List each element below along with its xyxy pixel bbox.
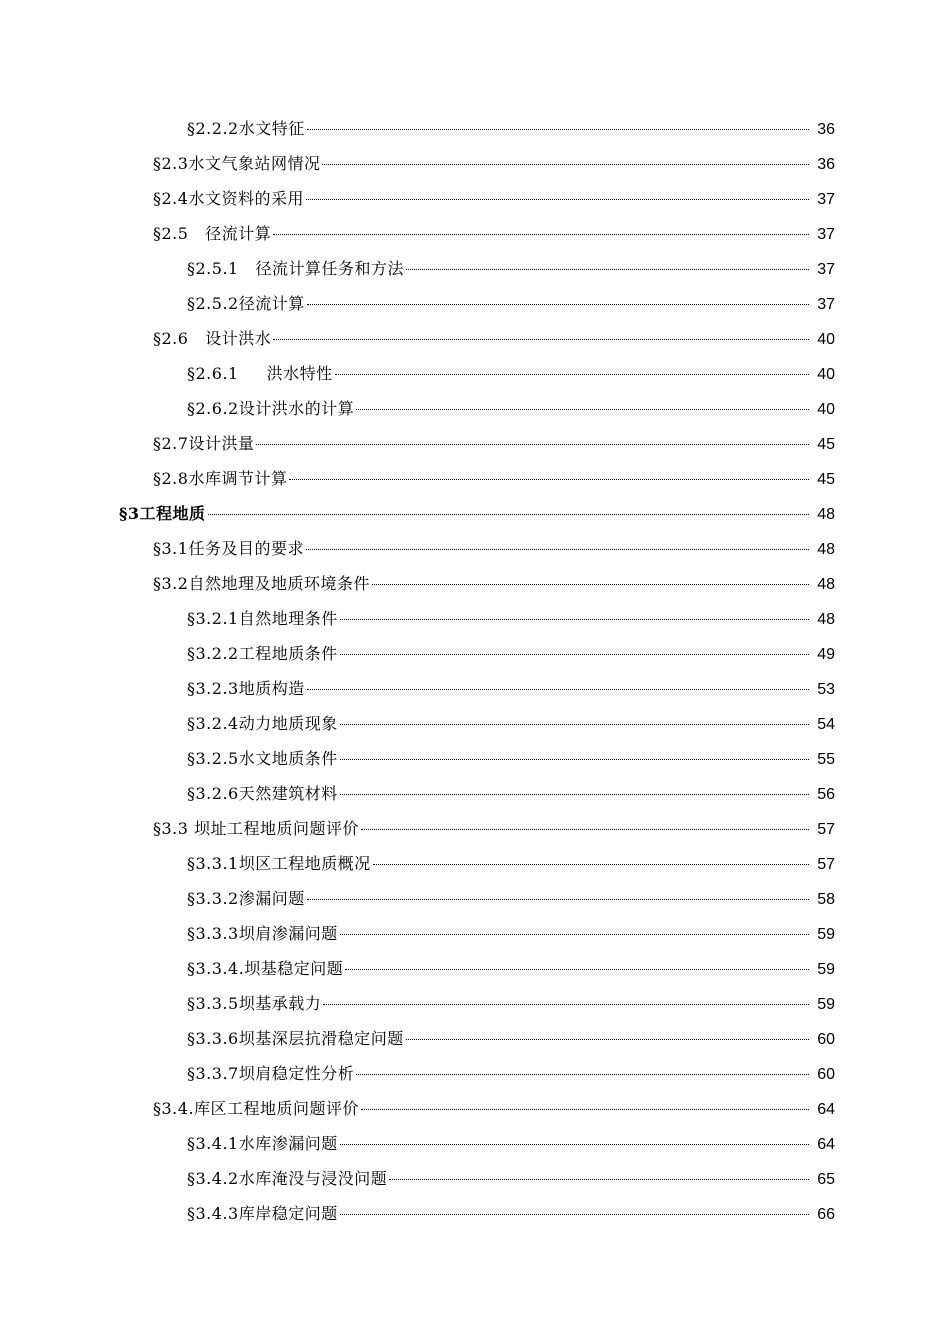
dot-leader: [307, 303, 809, 305]
toc-entry-page-number: 48: [817, 576, 835, 593]
toc-entry-line: [153, 221, 950, 244]
dot-leader: [256, 443, 809, 445]
dot-leader: [340, 653, 809, 655]
toc-entry-line: [187, 1026, 950, 1049]
toc-entry[interactable]: [0, 810, 950, 845]
dot-leader: [306, 548, 809, 550]
toc-entry-line: [153, 431, 950, 454]
toc-entry-page-number: 57: [817, 856, 835, 873]
dot-leader: [406, 268, 809, 270]
toc-entry-page-number: 36: [817, 121, 835, 138]
toc-entry-line: [187, 886, 950, 909]
toc-entry-title: §3.4.1水库渗漏问题: [187, 1134, 338, 1153]
toc-entry-page-number: 37: [817, 191, 835, 208]
dot-leader: [356, 1073, 809, 1075]
dot-leader: [361, 828, 809, 830]
dot-leader: [307, 688, 809, 690]
toc-entry-title: §3.2自然地理及地质环境条件: [153, 574, 370, 593]
toc-entry-line: [187, 921, 950, 944]
dot-leader: [335, 373, 809, 375]
dot-leader: [340, 723, 809, 725]
toc-entry[interactable]: [0, 565, 950, 600]
toc-entry-line: [187, 851, 950, 874]
toc-entry[interactable]: [0, 285, 950, 320]
toc-entry-title: §2.5 径流计算: [153, 224, 272, 243]
toc-entry-line: [153, 816, 950, 839]
toc-entry-title: §3.3.6坝基深层抗滑稳定问题: [187, 1029, 404, 1048]
table-of-contents: [0, 110, 950, 1230]
toc-entry[interactable]: [0, 145, 950, 180]
toc-entry-page-number: 40: [817, 366, 835, 383]
dot-leader: [340, 618, 809, 620]
dot-leader: [340, 1143, 809, 1145]
toc-entry-page-number: 58: [817, 891, 835, 908]
toc-entry[interactable]: [0, 845, 950, 880]
toc-entry[interactable]: [0, 530, 950, 565]
dot-leader: [340, 1213, 809, 1215]
toc-entry-title: §2.8水库调节计算: [153, 469, 288, 488]
toc-entry-title: §2.3水文气象站网情况: [153, 154, 321, 173]
toc-entry-title: §2.5.1 径流计算任务和方法: [187, 259, 404, 278]
toc-entry[interactable]: [0, 635, 950, 670]
toc-entry[interactable]: [0, 390, 950, 425]
toc-entry-line: [187, 746, 950, 769]
toc-entry-page-number: 48: [817, 611, 835, 628]
toc-entry-line: [153, 1096, 950, 1119]
dot-leader: [356, 408, 809, 410]
toc-entry-title: §3.1任务及目的要求: [153, 539, 304, 558]
toc-entry-title: §3.4.2水库淹没与浸没问题: [187, 1169, 388, 1188]
toc-entry-title: §3.2.4动力地质现象: [187, 714, 338, 733]
toc-entry[interactable]: [0, 425, 950, 460]
toc-entry[interactable]: [0, 1090, 950, 1125]
toc-entry-title: §3.4.库区工程地质问题评价: [153, 1099, 360, 1118]
dot-leader: [406, 1038, 809, 1040]
toc-entry-page-number: 66: [817, 1206, 835, 1223]
toc-entry-page-number: 45: [817, 436, 835, 453]
dot-leader: [208, 513, 809, 515]
toc-entry[interactable]: [0, 1125, 950, 1160]
toc-entry[interactable]: [0, 985, 950, 1020]
toc-entry[interactable]: [0, 180, 950, 215]
toc-entry-title: §3.2.3地质构造: [187, 679, 305, 698]
toc-entry-page-number: 60: [817, 1031, 835, 1048]
toc-entry-page-number: 59: [817, 961, 835, 978]
toc-entry-page-number: 56: [817, 786, 835, 803]
toc-entry-line: [187, 396, 950, 419]
toc-entry-line: [187, 256, 950, 279]
dot-leader: [273, 233, 809, 235]
toc-entry[interactable]: [0, 215, 950, 250]
toc-entry-page-number: 55: [817, 751, 835, 768]
toc-entry-page-number: 48: [817, 541, 835, 558]
dot-leader: [373, 863, 809, 865]
toc-entry-line: [187, 956, 950, 979]
toc-entry-line: [187, 116, 950, 139]
dot-leader: [372, 583, 809, 585]
dot-leader: [322, 163, 809, 165]
dot-leader: [307, 898, 809, 900]
toc-entry[interactable]: [0, 600, 950, 635]
toc-entry-title: §3.2.6天然建筑材料: [187, 784, 338, 803]
toc-entry-page-number: 54: [817, 716, 835, 733]
toc-entry-page-number: 48: [817, 506, 835, 523]
toc-entry-page-number: 64: [817, 1101, 835, 1118]
toc-entry-title: §2.5.2径流计算: [187, 294, 305, 313]
toc-entry-page-number: 65: [817, 1171, 835, 1188]
toc-entry-line: [187, 1166, 950, 1189]
toc-entry[interactable]: [0, 110, 950, 145]
toc-entry[interactable]: [0, 1055, 950, 1090]
toc-entry-line: [153, 571, 950, 594]
toc-entry-title: §3工程地质: [119, 504, 206, 523]
toc-entry-page-number: 64: [817, 1136, 835, 1153]
toc-entry-page-number: 37: [817, 296, 835, 313]
dot-leader: [345, 968, 809, 970]
toc-entry-page-number: 60: [817, 1066, 835, 1083]
toc-entry-page-number: 59: [817, 996, 835, 1013]
toc-entry-page-number: 37: [817, 261, 835, 278]
toc-entry-line: [187, 781, 950, 804]
toc-entry[interactable]: [0, 1160, 950, 1195]
dot-leader: [340, 793, 809, 795]
toc-entry-line: [153, 326, 950, 349]
toc-entry-line: [153, 186, 950, 209]
toc-entry-title: §3.3.7坝肩稳定性分析: [187, 1064, 355, 1083]
toc-entry-title: §3.4.3库岸稳定问题: [187, 1204, 338, 1223]
toc-entry[interactable]: [0, 1195, 950, 1230]
toc-entry-page-number: 45: [817, 471, 835, 488]
toc-entry-line: [187, 606, 950, 629]
toc-entry[interactable]: [0, 670, 950, 705]
dot-leader: [273, 338, 809, 340]
toc-entry[interactable]: [0, 495, 950, 530]
toc-entry[interactable]: [0, 880, 950, 915]
toc-entry-line: [153, 536, 950, 559]
toc-entry-title: §2.6 设计洪水: [153, 329, 272, 348]
toc-entry-page-number: 49: [817, 646, 835, 663]
toc-entry[interactable]: [0, 250, 950, 285]
toc-entry-title: §3.2.1自然地理条件: [187, 609, 338, 628]
toc-entry-title: §2.2.2水文特征: [187, 119, 305, 138]
toc-entry-page-number: 36: [817, 156, 835, 173]
toc-entry-line: [187, 711, 950, 734]
toc-entry-title: §2.4水文资料的采用: [153, 189, 304, 208]
toc-entry-line: [119, 501, 950, 524]
toc-entry[interactable]: [0, 950, 950, 985]
toc-entry-title: §3.3 坝址工程地质问题评价: [153, 819, 360, 838]
toc-entry-page-number: 53: [817, 681, 835, 698]
toc-entry-line: [187, 1201, 950, 1224]
toc-entry-line: [187, 991, 950, 1014]
dot-leader: [306, 198, 809, 200]
toc-entry-line: [153, 151, 950, 174]
dot-leader: [340, 758, 809, 760]
toc-entry-page-number: 59: [817, 926, 835, 943]
toc-entry-title: §3.3.5坝基承载力: [187, 994, 322, 1013]
toc-entry-title: §3.3.3坝肩渗漏问题: [187, 924, 338, 943]
toc-entry-title: §3.3.1坝区工程地质概况: [187, 854, 371, 873]
dot-leader: [289, 478, 809, 480]
toc-entry-title: §3.2.2工程地质条件: [187, 644, 338, 663]
toc-entry[interactable]: [0, 775, 950, 810]
toc-entry[interactable]: [0, 460, 950, 495]
toc-entry-line: [187, 1131, 950, 1154]
toc-entry-line: [187, 361, 950, 384]
dot-leader: [340, 933, 809, 935]
dot-leader: [307, 128, 809, 130]
toc-entry-line: [153, 466, 950, 489]
toc-entry[interactable]: [0, 915, 950, 950]
toc-entry-page-number: 37: [817, 226, 835, 243]
toc-entry[interactable]: [0, 1020, 950, 1055]
toc-entry-title: §3.2.5水文地质条件: [187, 749, 338, 768]
toc-entry-line: [187, 291, 950, 314]
toc-entry-page-number: 57: [817, 821, 835, 838]
toc-entry[interactable]: [0, 740, 950, 775]
dot-leader: [389, 1178, 809, 1180]
toc-entry[interactable]: [0, 355, 950, 390]
toc-entry[interactable]: [0, 705, 950, 740]
dot-leader: [361, 1108, 809, 1110]
toc-entry-title: §2.7设计洪量: [153, 434, 255, 453]
toc-entry-title: §2.6.1 洪水特性: [187, 364, 333, 383]
toc-entry[interactable]: [0, 320, 950, 355]
toc-entry-page-number: 40: [817, 331, 835, 348]
dot-leader: [323, 1003, 809, 1005]
toc-entry-line: [187, 641, 950, 664]
toc-entry-line: [187, 1061, 950, 1084]
toc-entry-title: §3.3.4.坝基稳定问题: [187, 959, 344, 978]
toc-entry-title: §3.3.2渗漏问题: [187, 889, 305, 908]
toc-entry-title: §2.6.2设计洪水的计算: [187, 399, 355, 418]
toc-entry-page-number: 40: [817, 401, 835, 418]
toc-entry-line: [187, 676, 950, 699]
